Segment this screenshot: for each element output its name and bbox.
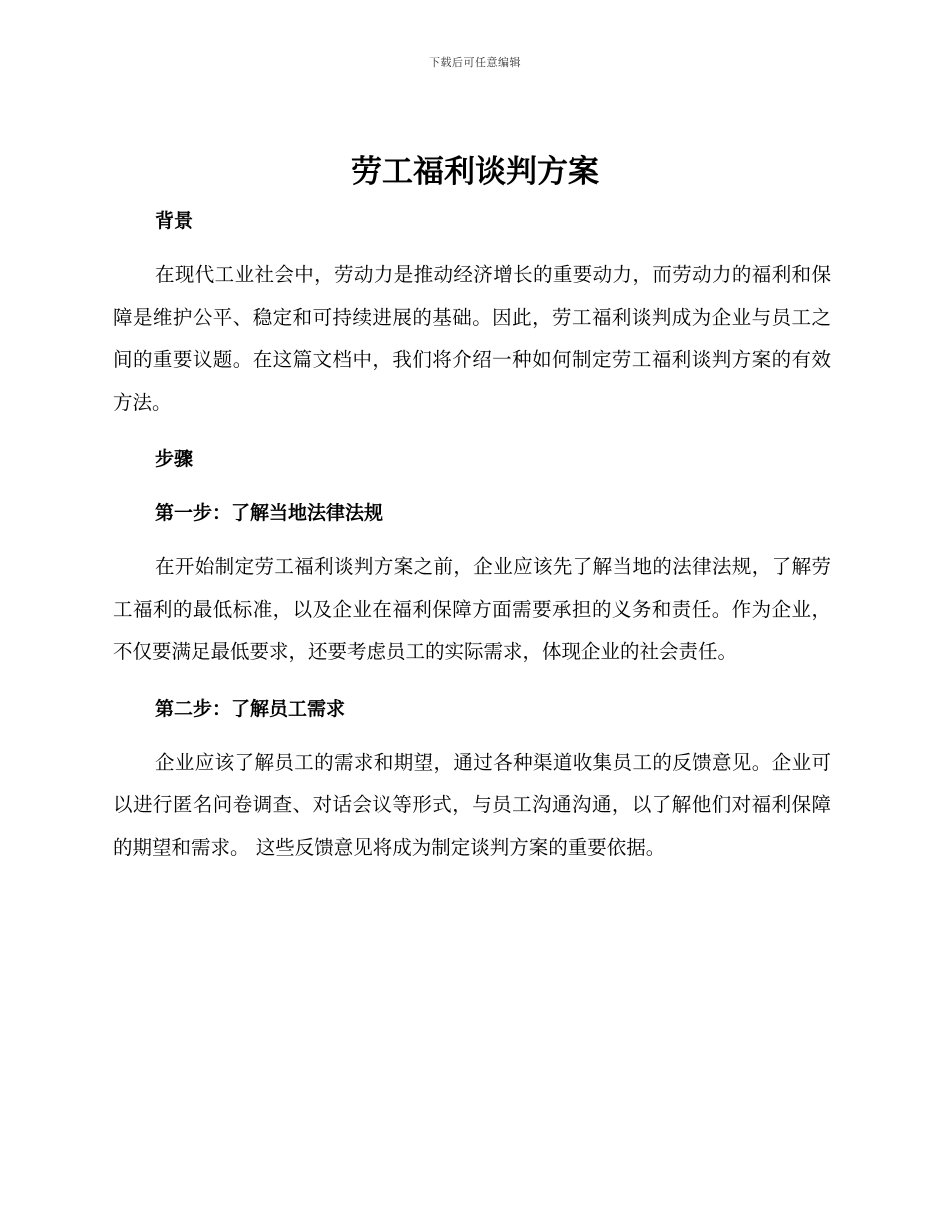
paragraph-step2: 企业应该了解员工的需求和期望，通过各种渠道收集员工的反馈意见。企业可以进行匿名问卷调查、对话会议等形式，与员工沟通沟通，以了解他们对福利保障的期望和需求。 这些反馈意见将成为制定谈判方案的重要依据。: [113, 750, 831, 859]
section-heading-step1: 第一步：了解当地法律法规: [155, 502, 384, 524]
paragraph-step1: 在开始制定劳工福利谈判方案之前，企业应该先了解当地的法律法规，了解劳工福利的最低标准，以及企业在福利保障方面需要承担的义务和责任。作为企业，不仅要满足最低要求，还要考虑员工的实际需求，体现企业的社会责任。: [113, 555, 831, 663]
spacer: [113, 424, 831, 438]
spacer: [113, 242, 831, 254]
section-heading-steps: 步骤: [155, 448, 194, 470]
spacer: [113, 534, 831, 546]
section-heading-background: 背景: [155, 210, 194, 232]
header-note: 下载后可任意编辑: [429, 56, 521, 69]
paragraph-background: 在现代工业社会中，劳动力是推动经济增长的重要动力，而劳动力的福利和保障是维护公平、稳定和可持续进展的基础。因此，劳工福利谈判成为企业与员工之间的重要议题。在这篇文档中，我们将介绍一种如何制定劳工福利谈判方案的有效方法。: [113, 263, 831, 414]
section-heading-step2: 第二步：了解员工需求: [155, 697, 346, 720]
document-body: [113, 200, 831, 869]
spacer: [113, 480, 831, 492]
spacer: [113, 730, 831, 742]
spacer: [113, 674, 831, 688]
document-title: 劳工福利谈判方案: [351, 154, 599, 190]
